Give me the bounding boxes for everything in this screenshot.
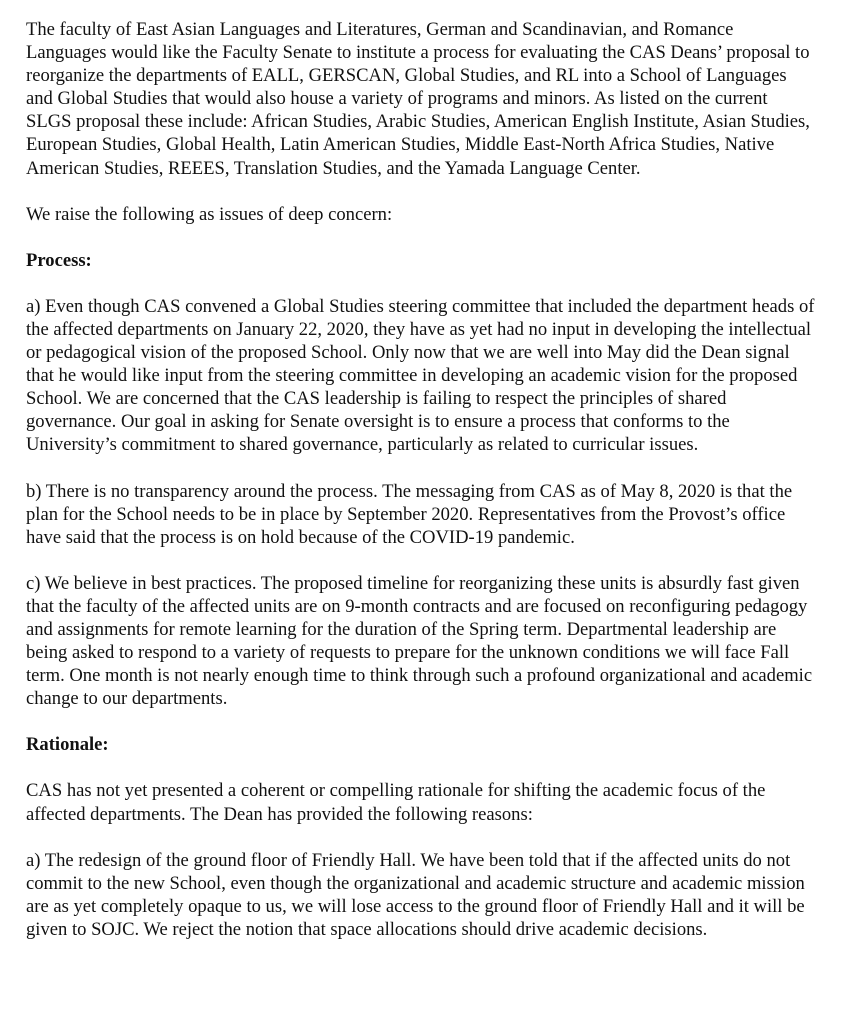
process-item-c: c) We believe in best practices. The proposed timeline for reorganizing these units is absurdly fast given that the faculty of the affected units are on 9-month contracts and are focused on reconfiguring pedagogy and assignments for remote learning for the duration of the Spring term. Departmental leadership are being asked to respond to a variety of requests to prepare for the unknown conditions we will face Fall term. One month is not nearly enough time to think through such a profound organizational and academic change to our departments. <box>26 572 813 710</box>
process-item-a: a) Even though CAS convened a Global Studies steering committee that included the department heads of the affected departments on January 22, 2020, they have as yet had no input in developing the intellectual or pedagogical vision of the proposed School. Only now that we are well into May did the Dean signal that he would like input from the steering committee in developing an academic vision for the proposed School. We are concerned that the CAS leadership is failing to respect the principles of shared governance. Our goal in asking for Senate oversight is to ensure a process that conforms to the University’s commitment to shared governance, particularly as related to curricular issues. <box>26 295 815 456</box>
intro-paragraph: The faculty of East Asian Languages and Literatures, German and Scandinavian, and Romance Languages would like the Faculty Senate to institute a process for evaluating the CAS Deans’ proposal to reorganize the departments of EALL, GERSCAN, Global Studies, and RL into a School of Languages and Global Studies that would also house a variety of programs and minors. As listed on the current SLGS proposal these include: African Studies, Arabic Studies, American English Institute, Asian Studies, European Studies, Global Health, Latin American Studies, Middle East-North Africa Studies, Native American Studies, REEES, Translation Studies, and the Yamada Language Center. <box>26 19 810 179</box>
rationale-item-a: a) The redesign of the ground floor of Friendly Hall. We have been told that if the affected units do not commit to the new School, even though the organizational and academic structure and academic mission are as yet completely opaque to us, we will lose access to the ground floor of Friendly Hall and it will be given to SOJC. We reject the notion that space allocations should drive academic decisions. <box>26 849 805 940</box>
rationale-intro-paragraph: CAS has not yet presented a coherent or compelling rationale for shifting the academic focus of the affected departments. The Dean has provided the following reasons: <box>26 780 766 825</box>
process-heading: Process: <box>26 249 92 271</box>
process-item-b: b) There is no transparency around the process. The messaging from CAS as of May 8, 2020 is that the plan for the School needs to be in place by September 2020. Representatives from the Provost’s office have said that the process is on hold because of the COVID-19 pandemic. <box>26 480 793 548</box>
document-page <box>26 18 816 964</box>
concern-intro-paragraph: We raise the following as issues of deep concern: <box>26 203 393 225</box>
rationale-heading: Rationale: <box>26 734 109 756</box>
